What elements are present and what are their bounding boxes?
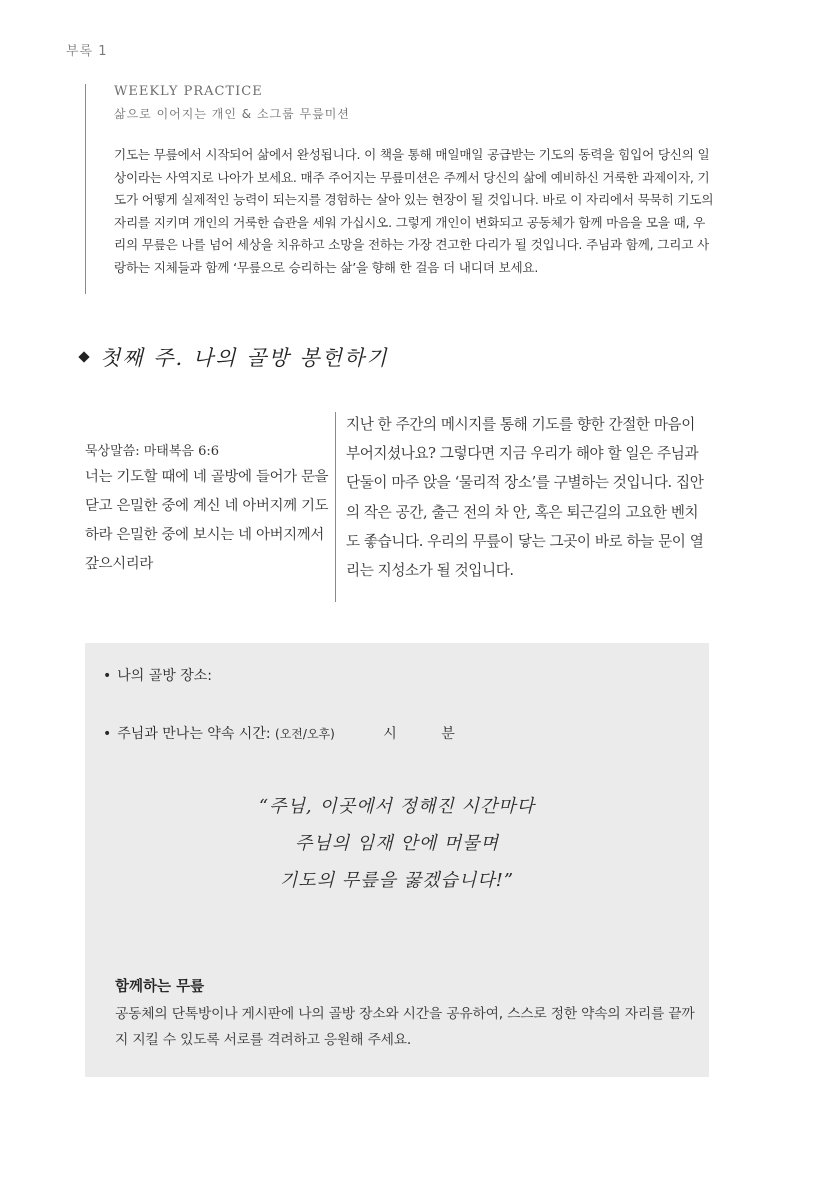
scripture-text: 너는 기도할 때에 네 골방에 들어가 문을 닫고 은밀한 중에 계신 네 아버지께 기도하라 은밀한 중에 보시는 네 아버지께서 갚으시리라 — [85, 469, 329, 572]
appointment-time-label: 주님과 만나는 약속 시간: — [117, 726, 271, 742]
week-heading — [80, 342, 389, 372]
prayer-declaration — [85, 788, 709, 899]
weekly-practice-intro: 기도는 무릎에서 시작되어 삶에서 완성됩니다. 이 책을 통해 매일매일 공급받는 기도의 동력을 힘입어 당신의 일상이라는 사역지로 나아가 보세요. 매주 주어지는 무릎미션은 주께서 당신의 삶에 예비하신 거룩한 과제이자, 기도가 어떻게 실제적인 능력이 되는지를 경험하는 살아 있는 현장이 될 것입니다. 바로 이 자리에서 묵묵히 기도의 자리를 지키며 개인의 거룩한 습관을 세워 가십시오. 그렇게 개인이 변화되고 공동체가 함께 마음을 모을 때, 우리의 무릎은 나를 넘어 세상을 치유하고 소망을 전하는 가장 견고한 다리가 될 것입니다. 주님과 함께, 그리고 사랑하는 지체들과 함께 ‘무릎으로 승리하는 삶’을 향해 한 걸음 더 내디뎌 보세요. — [114, 147, 714, 275]
hour-label: 시 — [383, 726, 397, 742]
prayer-line: 주님의 임재 안에 머물며 — [294, 833, 500, 854]
prayer-place-label: 나의 골방 장소: — [117, 668, 213, 684]
together-body: 공동체의 단톡방이나 게시판에 나의 골방 장소와 시간을 공유하여, 스스로 정한 약속의 자리를 끝까지 지킬 수 있도록 서로를 격려하고 응원해 주세요. — [115, 1006, 695, 1048]
bullet-dot-icon: • — [103, 668, 112, 684]
weekly-practice-eyebrow: WEEKLY PRACTICE — [114, 84, 263, 99]
scripture-block — [85, 440, 329, 579]
column-divider — [335, 412, 336, 602]
weekly-practice-subtitle: 삶으로 이어지는 개인 & 소그룹 무릎미션 — [114, 107, 350, 121]
meditation-text: 지난 한 주간의 메시지를 통해 기도를 향한 간절한 마음이 부어지셨나요? 그렇다면 지금 우리가 해야 할 일은 주님과 단둘이 마주 앉을 ‘물리적 장소’를 구별하는 것입니다. 집안의 작은 공간, 출근 전의 차 안, 혹은 퇴근길의 고요한 벤치도 좋습니다. 우리의 무릎이 닿는 그곳이 바로 하늘 문이 열리는 지성소가 될 것입니다. — [346, 416, 704, 580]
practice-box — [85, 643, 709, 1077]
scripture-reference: 묵상말씀: 마태복음 6:6 — [85, 444, 220, 459]
diamond-bullet-icon — [78, 351, 89, 362]
am-pm-label: (오전/오후) — [275, 727, 335, 741]
appointment-time-item — [103, 723, 455, 743]
prayer-place-item — [103, 665, 212, 685]
together-title: 함께하는 무릎 — [115, 979, 205, 995]
prayer-line: “주님, 이곳에서 정해진 시간마다 — [258, 796, 536, 817]
week-title: 첫째 주. 나의 골방 봉헌하기 — [100, 346, 389, 370]
weekly-practice-section — [85, 84, 714, 294]
minute-label: 분 — [441, 726, 455, 742]
bullet-dot-icon: • — [103, 726, 112, 742]
prayer-line: 기도의 무릎을 꿇겠습니다!” — [279, 870, 515, 891]
page-label: 부록 1 — [66, 44, 108, 59]
